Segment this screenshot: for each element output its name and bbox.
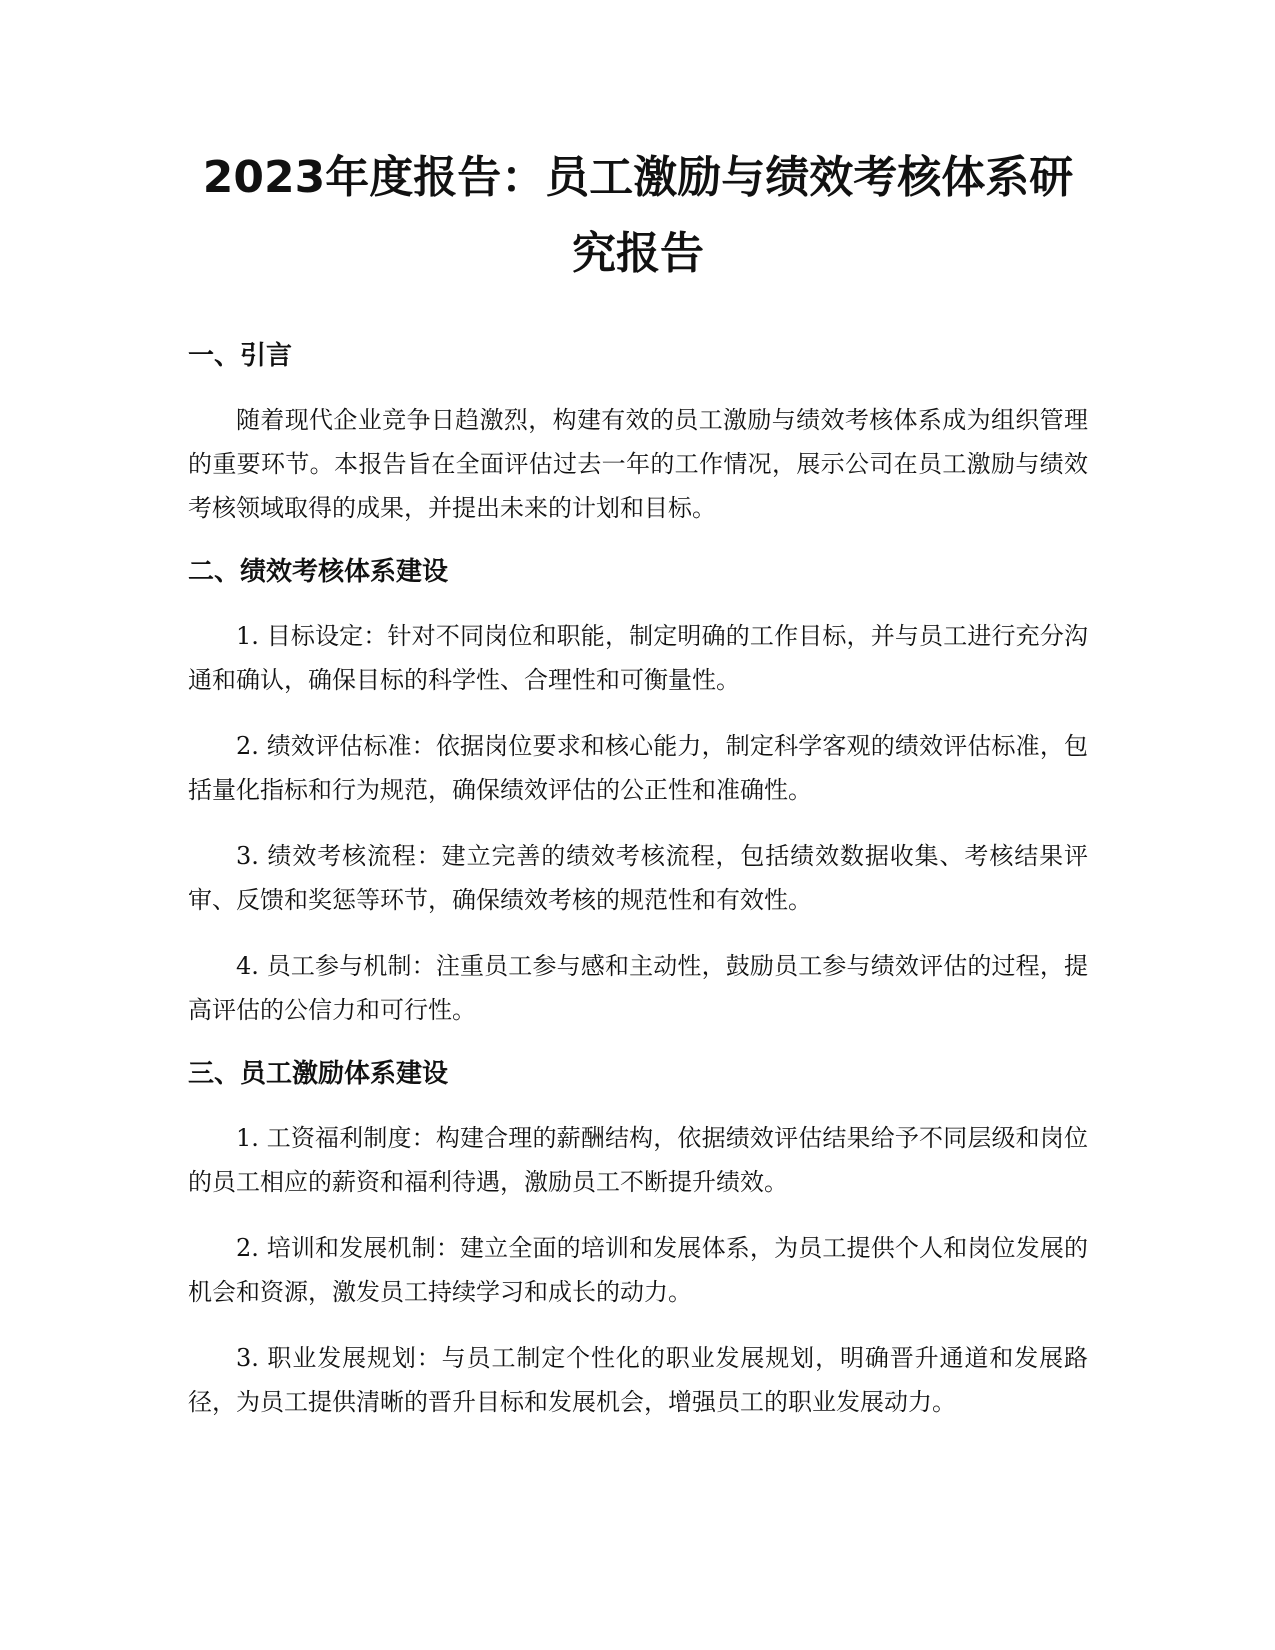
section-incentive-system	[188, 1054, 1088, 1424]
document-title: 2023年度报告：员工激励与绩效考核体系研究报告	[202, 152, 1074, 279]
section-heading: 一、引言	[188, 341, 293, 371]
paragraph: 4. 员工参与机制：注重员工参与感和主动性，鼓励员工参与绩效评估的过程，提高评估的公信力和可行性。	[188, 952, 1088, 1024]
section-heading: 二、绩效考核体系建设	[188, 557, 449, 587]
paragraph: 1. 工资福利制度：构建合理的薪酬结构，依据绩效评估结果给予不同层级和岗位的员工相应的薪资和福利待遇，激励员工不断提升绩效。	[188, 1124, 1088, 1196]
paragraph: 1. 目标设定：针对不同岗位和职能，制定明确的工作目标，并与员工进行充分沟通和确认，确保目标的科学性、合理性和可衡量性。	[188, 622, 1088, 694]
paragraph: 3. 绩效考核流程：建立完善的绩效考核流程，包括绩效数据收集、考核结果评审、反馈和奖惩等环节，确保绩效考核的规范性和有效性。	[188, 842, 1088, 914]
section-introduction	[188, 336, 1088, 530]
document-page	[188, 140, 1088, 1446]
section-heading: 三、员工激励体系建设	[188, 1059, 449, 1089]
paragraph: 随着现代企业竞争日趋激烈，构建有效的员工激励与绩效考核体系成为组织管理的重要环节。本报告旨在全面评估过去一年的工作情况，展示公司在员工激励与绩效考核领域取得的成果，并提出未来的计划和目标。	[188, 406, 1088, 522]
paragraph: 2. 绩效评估标准：依据岗位要求和核心能力，制定科学客观的绩效评估标准，包括量化指标和行为规范，确保绩效评估的公正性和准确性。	[188, 732, 1088, 804]
section-performance-system	[188, 552, 1088, 1032]
paragraph: 2. 培训和发展机制：建立全面的培训和发展体系，为员工提供个人和岗位发展的机会和资源，激发员工持续学习和成长的动力。	[188, 1234, 1088, 1306]
paragraph: 3. 职业发展规划：与员工制定个性化的职业发展规划，明确晋升通道和发展路径，为员工提供清晰的晋升目标和发展机会，增强员工的职业发展动力。	[188, 1344, 1088, 1416]
